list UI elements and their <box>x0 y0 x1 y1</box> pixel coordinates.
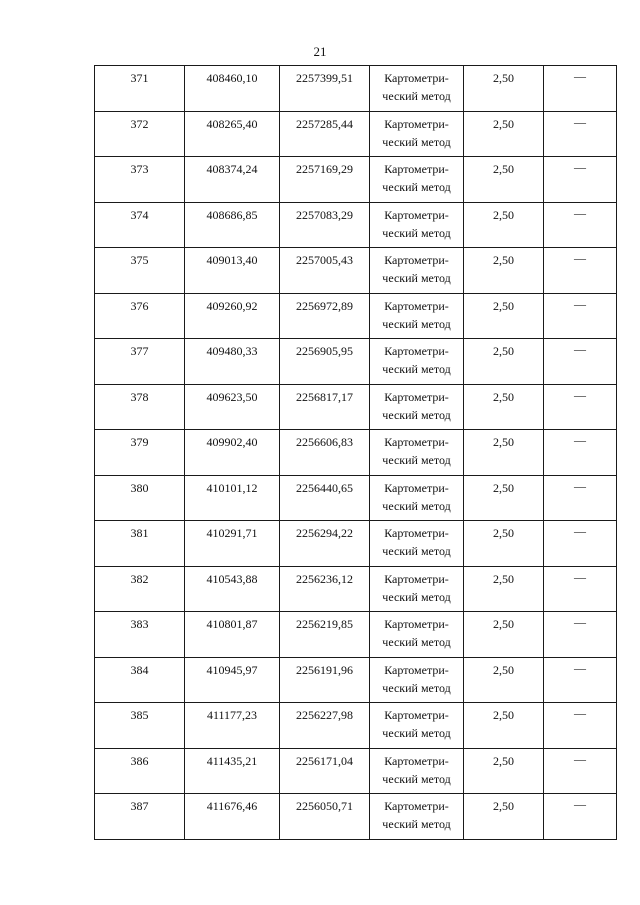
method-cell <box>370 248 464 294</box>
y-coordinate-cell: 2257169,29 <box>280 157 370 203</box>
x-coordinate-cell: 408374,24 <box>185 157 280 203</box>
point-number-cell: 373 <box>95 157 185 203</box>
method-line-2: ческий метод <box>382 544 451 558</box>
accuracy-cell: 2,50 <box>464 794 544 840</box>
y-coordinate-cell: 2256191,96 <box>280 657 370 703</box>
x-coordinate-cell: 409013,40 <box>185 248 280 294</box>
method-line-1: Картометри- <box>384 435 449 449</box>
method-line-2: ческий метод <box>382 589 451 604</box>
y-coordinate-cell: 2256171,04 <box>280 748 370 794</box>
note-cell: — <box>544 566 617 612</box>
method-cell <box>370 384 464 430</box>
x-coordinate-cell: 410291,71 <box>185 521 280 567</box>
y-coordinate-cell: 2257083,29 <box>280 202 370 248</box>
method-line-2: ческий метод <box>382 89 451 103</box>
method-cell <box>370 202 464 248</box>
x-coordinate-cell: 408460,10 <box>185 66 280 112</box>
point-number-cell: 371 <box>95 66 185 112</box>
x-coordinate-cell: 410801,87 <box>185 612 280 658</box>
point-number-cell: 382 <box>95 566 185 612</box>
method-line-1: Картометри- <box>384 389 449 404</box>
method-line-2: ческий метод <box>382 362 451 376</box>
x-coordinate-cell: 410945,97 <box>185 657 280 703</box>
note-cell: — <box>544 157 617 203</box>
y-coordinate-cell: 2256817,17 <box>280 384 370 430</box>
point-number-cell: 377 <box>95 339 185 385</box>
page-number: 21 <box>313 44 327 59</box>
accuracy-cell: 2,50 <box>464 66 544 112</box>
method-cell <box>370 430 464 476</box>
table-row <box>95 612 617 658</box>
method-line-1: Картометри- <box>384 571 449 586</box>
accuracy-cell: 2,50 <box>464 157 544 203</box>
accuracy-cell: 2,50 <box>464 384 544 430</box>
method-line-2: ческий метод <box>382 134 451 149</box>
method-cell <box>370 157 464 203</box>
table-row <box>95 293 617 339</box>
method-line-1: Картометри- <box>384 526 449 540</box>
point-number-cell: 374 <box>95 202 185 248</box>
note-cell: — <box>544 657 617 703</box>
x-coordinate-cell: 409480,33 <box>185 339 280 385</box>
method-cell <box>370 657 464 703</box>
point-number-cell: 380 <box>95 475 185 521</box>
method-line-2: ческий метод <box>382 498 451 513</box>
y-coordinate-cell: 2256236,12 <box>280 566 370 612</box>
table-row <box>95 748 617 794</box>
y-coordinate-cell: 2256050,71 <box>280 794 370 840</box>
y-coordinate-cell: 2256972,89 <box>280 293 370 339</box>
y-coordinate-cell: 2256905,95 <box>280 339 370 385</box>
x-coordinate-cell: 409623,50 <box>185 384 280 430</box>
note-cell: — <box>544 111 617 157</box>
point-number-cell: 387 <box>95 794 185 840</box>
y-coordinate-cell: 2256440,65 <box>280 475 370 521</box>
x-coordinate-cell: 409260,92 <box>185 293 280 339</box>
note-cell: — <box>544 794 617 840</box>
point-number-cell: 384 <box>95 657 185 703</box>
method-line-1: Картометри- <box>384 662 449 677</box>
note-cell: — <box>544 293 617 339</box>
method-cell <box>370 293 464 339</box>
method-cell <box>370 66 464 112</box>
method-line-1: Картометри- <box>384 298 449 313</box>
note-cell: — <box>544 612 617 658</box>
y-coordinate-cell: 2256606,83 <box>280 430 370 476</box>
note-cell: — <box>544 339 617 385</box>
method-cell <box>370 475 464 521</box>
table-body <box>95 66 617 840</box>
x-coordinate-cell: 410543,88 <box>185 566 280 612</box>
accuracy-cell: 2,50 <box>464 339 544 385</box>
method-line-2: ческий метод <box>382 680 451 695</box>
method-cell <box>370 566 464 612</box>
method-line-1: Картометри- <box>384 71 449 85</box>
point-number-cell: 376 <box>95 293 185 339</box>
coordinates-table <box>94 65 617 840</box>
x-coordinate-cell: 409902,40 <box>185 430 280 476</box>
table-row <box>95 202 617 248</box>
table-row <box>95 794 617 840</box>
point-number-cell: 378 <box>95 384 185 430</box>
accuracy-cell: 2,50 <box>464 612 544 658</box>
point-number-cell: 386 <box>95 748 185 794</box>
method-cell <box>370 703 464 749</box>
table-row <box>95 657 617 703</box>
method-line-2: ческий метод <box>382 407 451 422</box>
method-line-2: ческий метод <box>382 180 451 194</box>
note-cell: — <box>544 202 617 248</box>
method-line-1: Картометри- <box>384 480 449 495</box>
note-cell: — <box>544 66 617 112</box>
x-coordinate-cell: 411435,21 <box>185 748 280 794</box>
accuracy-cell: 2,50 <box>464 748 544 794</box>
method-line-2: ческий метод <box>382 726 451 740</box>
table-row <box>95 111 617 157</box>
table-row <box>95 566 617 612</box>
accuracy-cell: 2,50 <box>464 657 544 703</box>
point-number-cell: 385 <box>95 703 185 749</box>
note-cell: — <box>544 748 617 794</box>
note-cell: — <box>544 248 617 294</box>
table-row <box>95 430 617 476</box>
y-coordinate-cell: 2256219,85 <box>280 612 370 658</box>
method-line-2: ческий метод <box>382 771 451 786</box>
point-number-cell: 383 <box>95 612 185 658</box>
method-line-1: Картометри- <box>384 708 449 722</box>
method-line-1: Картометри- <box>384 753 449 768</box>
note-cell: — <box>544 521 617 567</box>
y-coordinate-cell: 2257399,51 <box>280 66 370 112</box>
accuracy-cell: 2,50 <box>464 703 544 749</box>
accuracy-cell: 2,50 <box>464 521 544 567</box>
method-cell <box>370 111 464 157</box>
point-number-cell: 381 <box>95 521 185 567</box>
table-row <box>95 475 617 521</box>
y-coordinate-cell: 2256227,98 <box>280 703 370 749</box>
method-cell <box>370 339 464 385</box>
method-line-1: Картометри- <box>384 799 449 813</box>
x-coordinate-cell: 411676,46 <box>185 794 280 840</box>
method-line-1: Картометри- <box>384 162 449 176</box>
method-line-2: ческий метод <box>382 271 451 285</box>
method-line-1: Картометри- <box>384 344 449 358</box>
accuracy-cell: 2,50 <box>464 111 544 157</box>
table-row <box>95 248 617 294</box>
point-number-cell: 375 <box>95 248 185 294</box>
table-row <box>95 157 617 203</box>
point-number-cell: 379 <box>95 430 185 476</box>
table-row <box>95 521 617 567</box>
accuracy-cell: 2,50 <box>464 475 544 521</box>
table-row <box>95 66 617 112</box>
method-line-1: Картометри- <box>384 116 449 131</box>
method-cell <box>370 748 464 794</box>
x-coordinate-cell: 408265,40 <box>185 111 280 157</box>
accuracy-cell: 2,50 <box>464 248 544 294</box>
method-line-1: Картометри- <box>384 207 449 222</box>
method-cell <box>370 794 464 840</box>
note-cell: — <box>544 475 617 521</box>
note-cell: — <box>544 703 617 749</box>
accuracy-cell: 2,50 <box>464 566 544 612</box>
method-line-2: ческий метод <box>382 635 451 649</box>
method-line-2: ческий метод <box>382 453 451 467</box>
method-cell <box>370 521 464 567</box>
table-row <box>95 703 617 749</box>
x-coordinate-cell: 410101,12 <box>185 475 280 521</box>
method-line-2: ческий метод <box>382 225 451 240</box>
table-row <box>95 384 617 430</box>
method-line-2: ческий метод <box>382 316 451 331</box>
method-line-2: ческий метод <box>382 817 451 831</box>
point-number-cell: 372 <box>95 111 185 157</box>
accuracy-cell: 2,50 <box>464 293 544 339</box>
x-coordinate-cell: 411177,23 <box>185 703 280 749</box>
note-cell: — <box>544 430 617 476</box>
y-coordinate-cell: 2257005,43 <box>280 248 370 294</box>
x-coordinate-cell: 408686,85 <box>185 202 280 248</box>
y-coordinate-cell: 2257285,44 <box>280 111 370 157</box>
accuracy-cell: 2,50 <box>464 430 544 476</box>
table-row <box>95 339 617 385</box>
y-coordinate-cell: 2256294,22 <box>280 521 370 567</box>
method-line-1: Картометри- <box>384 253 449 267</box>
note-cell: — <box>544 384 617 430</box>
accuracy-cell: 2,50 <box>464 202 544 248</box>
method-cell <box>370 612 464 658</box>
method-line-1: Картометри- <box>384 617 449 631</box>
